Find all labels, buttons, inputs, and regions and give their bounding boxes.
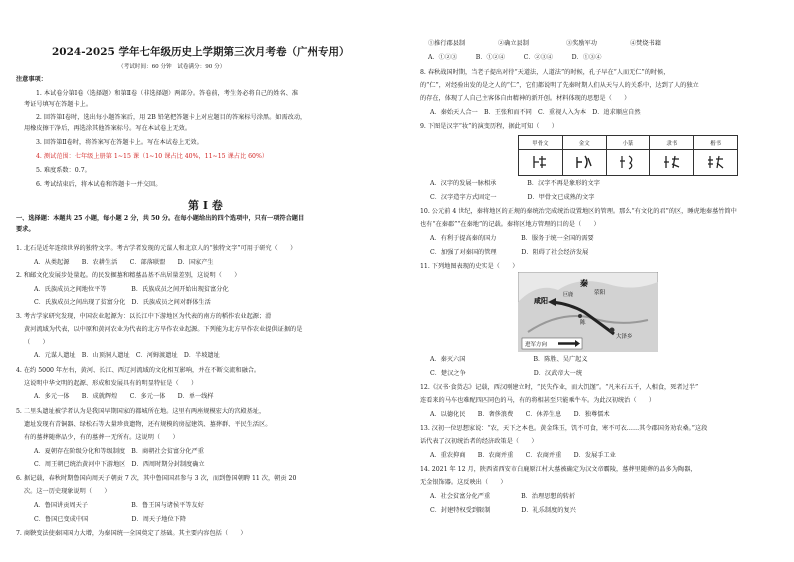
question-line: 11. 下列地图表现的史实是（ ） (420, 263, 519, 270)
question-line: 无金银饰器。这反映出（ ） (420, 479, 507, 486)
question-line: 2. 和邮文化发展步处量起。的民发掘墓和精墓品基不出居量差别，这说明（ ） (16, 272, 241, 279)
section-desc: 要求。 (16, 226, 35, 233)
map-legend: 进军方向 (525, 342, 548, 348)
question-line: 也有“在秦郡”“在秦地”的记载。秦将区地方管理的目的是（ ） (420, 221, 600, 228)
option-line: A．汉字的发展一脉相承 B．汉字不再是象形的文字 (430, 180, 600, 187)
table-header: 隶书 (650, 136, 694, 150)
question-line: 10. 公元前 4 世纪，秦将地区的正规的秦统治完成统治设置地区的管理。那么“有文化的君”的区，睡虎地秦墓竹简中 (420, 208, 737, 215)
question-line: 9. 下图是汉字“妆”的演变历程，据此可知（ ） (420, 123, 558, 130)
option-line: A．夏朝存在阶级分化和等级制度 B．商朝社会贫富分化严重 (34, 448, 204, 455)
q7-option: ④焚烧书籍 (630, 40, 661, 47)
note-line: 2. 回答第Ⅰ卷时，选出每小题答案后，用 2B 铅笔把答题卡上对应题目的答案标号涂黑。如需改动， (36, 114, 307, 121)
question-line: 遗址发现有青铜器、绿松石等大量珍贵遗物，还有规模的房屋建筑、墓葬群、平民生活区。 (24, 421, 272, 428)
seal-glyph-image (606, 150, 650, 176)
question-line: 14. 2021 年 12 月，陕西省西安市白鹿原江村大墓被确定为汉文帝霸陵，墓葬里随葬的品多为陶器， (420, 466, 697, 473)
option-line: A．氏族成员之间地位平等 B．氏族成员之间开始出现贫富分化 (34, 286, 229, 293)
note-scope: 4. 测试范围：七年级上册第 1~15 课（1~10 课占比 40%，11~15 课占比 60%） (36, 153, 269, 160)
question-line: 13. 汉初一位思想家说：“农，天下之本也。黄金珠玉，饥不可食，寒不可衣……其令郡国务劝农桑。”这段 (420, 425, 708, 432)
question-line: 4. 在约 5000 年左右，黄河、长江、西辽河流域的文化相互影响，并在不断交流和融合。 (16, 367, 261, 374)
option-line: C．封建特权受到限制 D．礼乐制度的复兴 (430, 507, 576, 514)
option-line: C．氏族成员之间出现了贫富分化 D．氏族成员之间对群体生活 (34, 299, 211, 306)
option-line: A．多元一体 B．成就辉煌 C．多元一体 D．单一线样 (34, 393, 214, 400)
question-line: 的存在，体现了人自己主客体自由精神的新开创。材料体现的思想是（ ） (420, 95, 631, 102)
note-line: 3. 回答第Ⅱ卷时，将答案写在答题卡上。写在本试卷上无效。 (36, 139, 203, 146)
option-line: A．有利于提高秦的国力 B．服务于统一全国的需要 (430, 235, 594, 242)
map-label-xianyang: 咸阳 (534, 297, 548, 305)
question-line: 连看来的马车也难配四匹同色的马，有的将相甚至只能乘牛车。为此汉初统治（ ） (420, 397, 656, 404)
table-header: 楷书 (694, 136, 738, 150)
option-line: A．秦始天人合一 B．王张和而不同 C．重视人入为本 D．追求顺应自然 (430, 109, 641, 116)
table-header: 金文 (562, 136, 606, 150)
regular-glyph-image (694, 150, 738, 176)
question-line: 8. 春秋战国时期，当老子提出对待“天道法，人道法”的时候，孔子早在“人而无仁”的时候， (420, 69, 670, 76)
question-line: 黄河流域为代表，以中原和黄河农业为代表的北方旱作农业起源。下列能为北方旱作农业提供证据的是 (24, 326, 303, 333)
note-line: 考证号填写在答题卡上。 (24, 101, 93, 108)
question-line: 7. 商鞅变法使秦国国力大增，为秦国统一全国奠定了基础。其主要内容包括（ ） (16, 530, 247, 537)
oracle-glyph-image (519, 150, 563, 176)
bronze-glyph-image (562, 150, 606, 176)
map-label-chen: 陈 (580, 320, 586, 326)
section-title: 第 I 卷 (188, 199, 223, 212)
option-line: C．周王朝已统治黄河中下游地区 D．西周时期分封制度确立 (34, 461, 205, 468)
option-line: C．汉字造字方式固定一 D．甲骨文已成熟的文字 (430, 194, 595, 201)
note-line: 1. 本试卷分第Ⅰ卷（选择题）和第Ⅱ卷（非选择题）两部分。答卷前，考生务必将自己的姓名、准 (36, 90, 299, 97)
option-line: A．鲁国讲贡周天子 B．鲁王国与诸侯平等友好 (34, 502, 204, 509)
map-label-julu: 巨鹿 (563, 292, 574, 298)
question-line: 6. 据记载，春秋时期鲁国向周天子朝贡 7 次，其中鲁国国君参与 3 次，而到鲁国朝聘 11 次，朝贡 20 (16, 475, 297, 482)
option-line: A．秦灭六国 B．陈胜、吴广起义 (430, 356, 588, 363)
question-line: 1. 北石是近年连续世界的独特文字。考古学者发现的元谋人和北京人的“独特文字”可用于研究（ ） (16, 245, 297, 252)
map-label-dazexiang: 大泽乡 (616, 334, 633, 340)
question-line: 3. 考古学家研究发现，中国农业起源为：以长江中下游地区为代表的南方的稻作农业起源；滑 (16, 313, 272, 320)
option-line: A．从类起源 B．农耕生活 C．部落联盟 D．国家产生 (34, 259, 214, 266)
question-line: 次。这一历史现象说明（ ） (24, 488, 111, 495)
option-line: A．元谋人遗址 B．山顶洞人遗址 C．河姆渡遗址 D．半坡遗址 (34, 352, 220, 359)
exam-info: （考试时间：60 分钟 试卷满分：90 分） (118, 64, 226, 70)
option-line: C．加强了对秦国的管理 D．阻碍了社会经济发展 (430, 249, 589, 256)
question-line: 12.《汉书·食货志》记载，西汉刚建立时，“民失作业，而大饥馑”。“凡米石五千，人相食，死者过半” (420, 384, 699, 391)
notes-heading: 注意事项： (16, 76, 47, 83)
right-column (408, 0, 794, 562)
q7-option: ③奖励军功 (566, 40, 597, 47)
question-line: 话代表了汉初统治者的经济政策是（ ） (420, 438, 538, 445)
character-evolution-table (518, 135, 738, 176)
clerical-glyph-image (650, 150, 694, 176)
option-line: C．楚汉之争 D．汉武帝大一统 (430, 370, 583, 377)
note-line: 6. 考试结束后，将本试卷和答题卡一并交回。 (36, 181, 162, 188)
option-line: A．以德化民 B．奢侈浪费 C．休养生息 D．独尊儒术 (430, 411, 610, 418)
map-label-qin: 秦 (580, 279, 588, 288)
option-line: A．重农抑商 B．农商并重 C．农商并重 D．发展手工业 (430, 452, 616, 459)
question-line: （ ） (24, 339, 49, 346)
option-line: A．社会贫富分化严重 B．治理思想的转折 (430, 493, 576, 500)
question-line: 的“仁”，对经验出发的是之人的“仁”，它们都说明了先秦时期人们从天与人的关系中，达到了人的独立 (420, 82, 699, 89)
question-line: 有的墓葬随葬品少，有的墓葬一无所有。这说明（ ） (24, 434, 179, 441)
option-line: C．鲁国已变成中国 D．周天子地位下降 (34, 516, 187, 523)
section-desc: 一、选择题：本题共 25 小题，每小题 2 分，共 50 分。在每小题给出的四个选项中，只有一项符合题目 (16, 215, 305, 222)
note-line: 用橡皮擦干净后，再选涂其他答案标号。写在本试卷上无效。 (24, 125, 192, 132)
q7-choices: A．①②③ B．①②④ C．②③④ D．①③④ (428, 54, 602, 61)
history-map (518, 272, 658, 352)
exam-title: 2024-2025 学年七年级历史上学期第三次月考卷（广州专用） (52, 46, 350, 58)
table-header: 甲骨文 (519, 136, 563, 150)
question-line: 5. 二里头遗址被学者认为是我国早期国家的都城所在地。这里有两座规模宏大的宫殿基址， (16, 408, 266, 415)
note-line: 5. 难度系数：0.7。 (36, 167, 91, 174)
question-line: 这说明中华文明的起源、形成和发展具有的明显特征是（ ） (24, 380, 198, 387)
q7-option: ②确立县制 (498, 40, 529, 47)
table-header: 小篆 (606, 136, 650, 150)
q7-option: ①推行郡县制 (428, 40, 466, 47)
map-label-xingyang: 荥阳 (594, 290, 606, 296)
